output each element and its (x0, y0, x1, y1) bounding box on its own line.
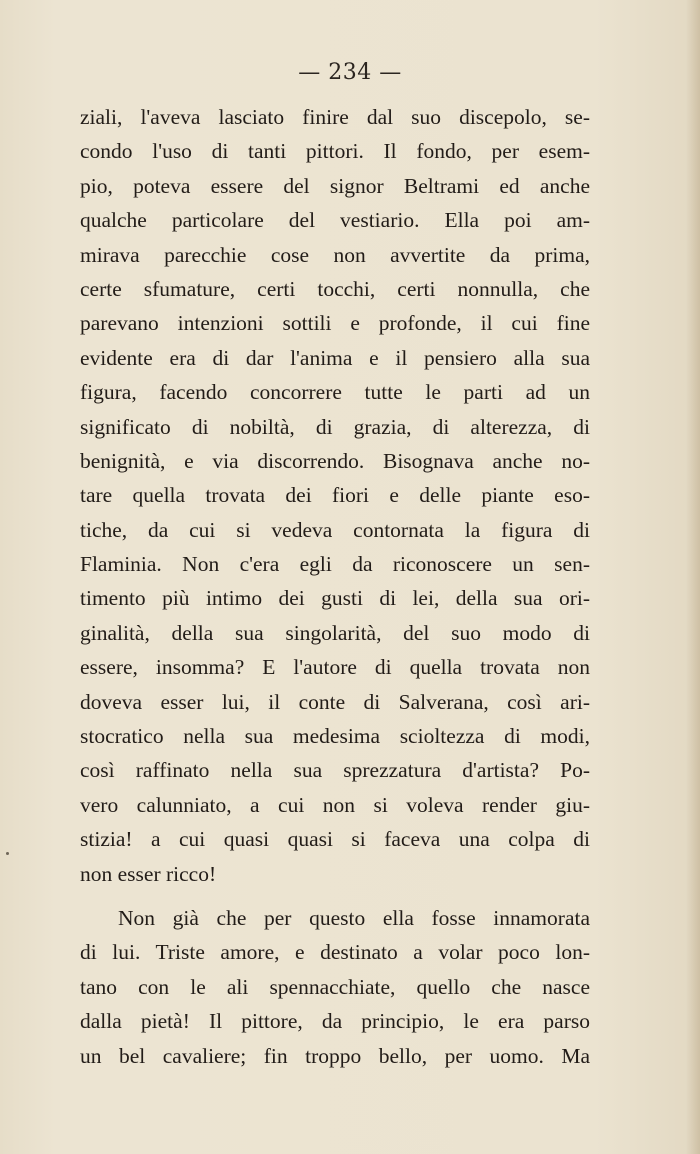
page-number: — 234 — (298, 60, 402, 85)
text-line: qualche particolare del vestiario. Ella poi am- (80, 208, 590, 233)
text-line: un bel cavaliere; fin troppo bello, per uomo. Ma (80, 1043, 590, 1068)
text-line: Non già che per questo ella fosse innamorata (118, 905, 590, 930)
text-line: evidente era di dar l'anima e il pensiero alla sua (80, 345, 590, 370)
text-line: di lui. Triste amore, e destinato a volar poco lon- (80, 940, 590, 965)
text-line: vero calunniato, a cui non si voleva render giu- (80, 792, 590, 817)
text-line: tiche, da cui si vedeva contornata la figura di (80, 517, 590, 542)
text-line: tare quella trovata dei fiori e delle piante eso- (80, 483, 590, 508)
text-line: stocratico nella sua medesima scioltezza di modi, (80, 724, 590, 749)
text-line: pio, poteva essere del signor Beltrami ed anche (80, 173, 590, 198)
body-text (80, 100, 590, 1073)
text-line: ziali, l'aveva lasciato finire dal suo discepolo, se- (80, 105, 590, 129)
text-line: stizia! a cui quasi quasi si faceva una colpa di (80, 827, 590, 852)
paper-speck (6, 852, 9, 855)
text-line: certe sfumature, certi tocchi, certi nonnulla, che (80, 276, 590, 301)
text-line: benignità, e via discorrendo. Bisognava anche no- (80, 448, 590, 473)
text-line: dalla pietà! Il pittore, da principio, le era parso (80, 1009, 590, 1034)
text-line: doveva esser lui, il conte di Salverana, così ari- (80, 689, 590, 714)
text-line: condo l'uso di tanti pittori. Il fondo, per esem- (80, 139, 590, 164)
text-line: tano con le ali spennacchiate, quello che nasce (80, 974, 590, 999)
page-edge-shadow (686, 0, 700, 1154)
text-line: ginalità, della sua singolarità, del suo modo di (80, 620, 590, 645)
paragraph (80, 901, 590, 1073)
text-line: timento più intimo dei gusti di lei, della sua ori- (80, 586, 590, 611)
text-line: essere, insomma? E l'autore di quella trovata non (80, 655, 590, 680)
text-line: figura, facendo concorrere tutte le parti ad un (80, 380, 590, 405)
text-line: parevano intenzioni sottili e profonde, il cui fine (80, 311, 590, 336)
paragraph-gap (80, 891, 590, 901)
text-line: significato di nobiltà, di grazia, di alterezza, di (80, 414, 590, 439)
text-line: non esser ricco! (80, 861, 217, 886)
text-line: così raffinato nella sua sprezzatura d'artista? Po- (80, 758, 590, 783)
paragraph (80, 100, 590, 891)
text-line: mirava parecchie cose non avvertite da prima, (80, 242, 590, 267)
text-line: Flaminia. Non c'era egli da riconoscere un sen- (80, 552, 590, 577)
